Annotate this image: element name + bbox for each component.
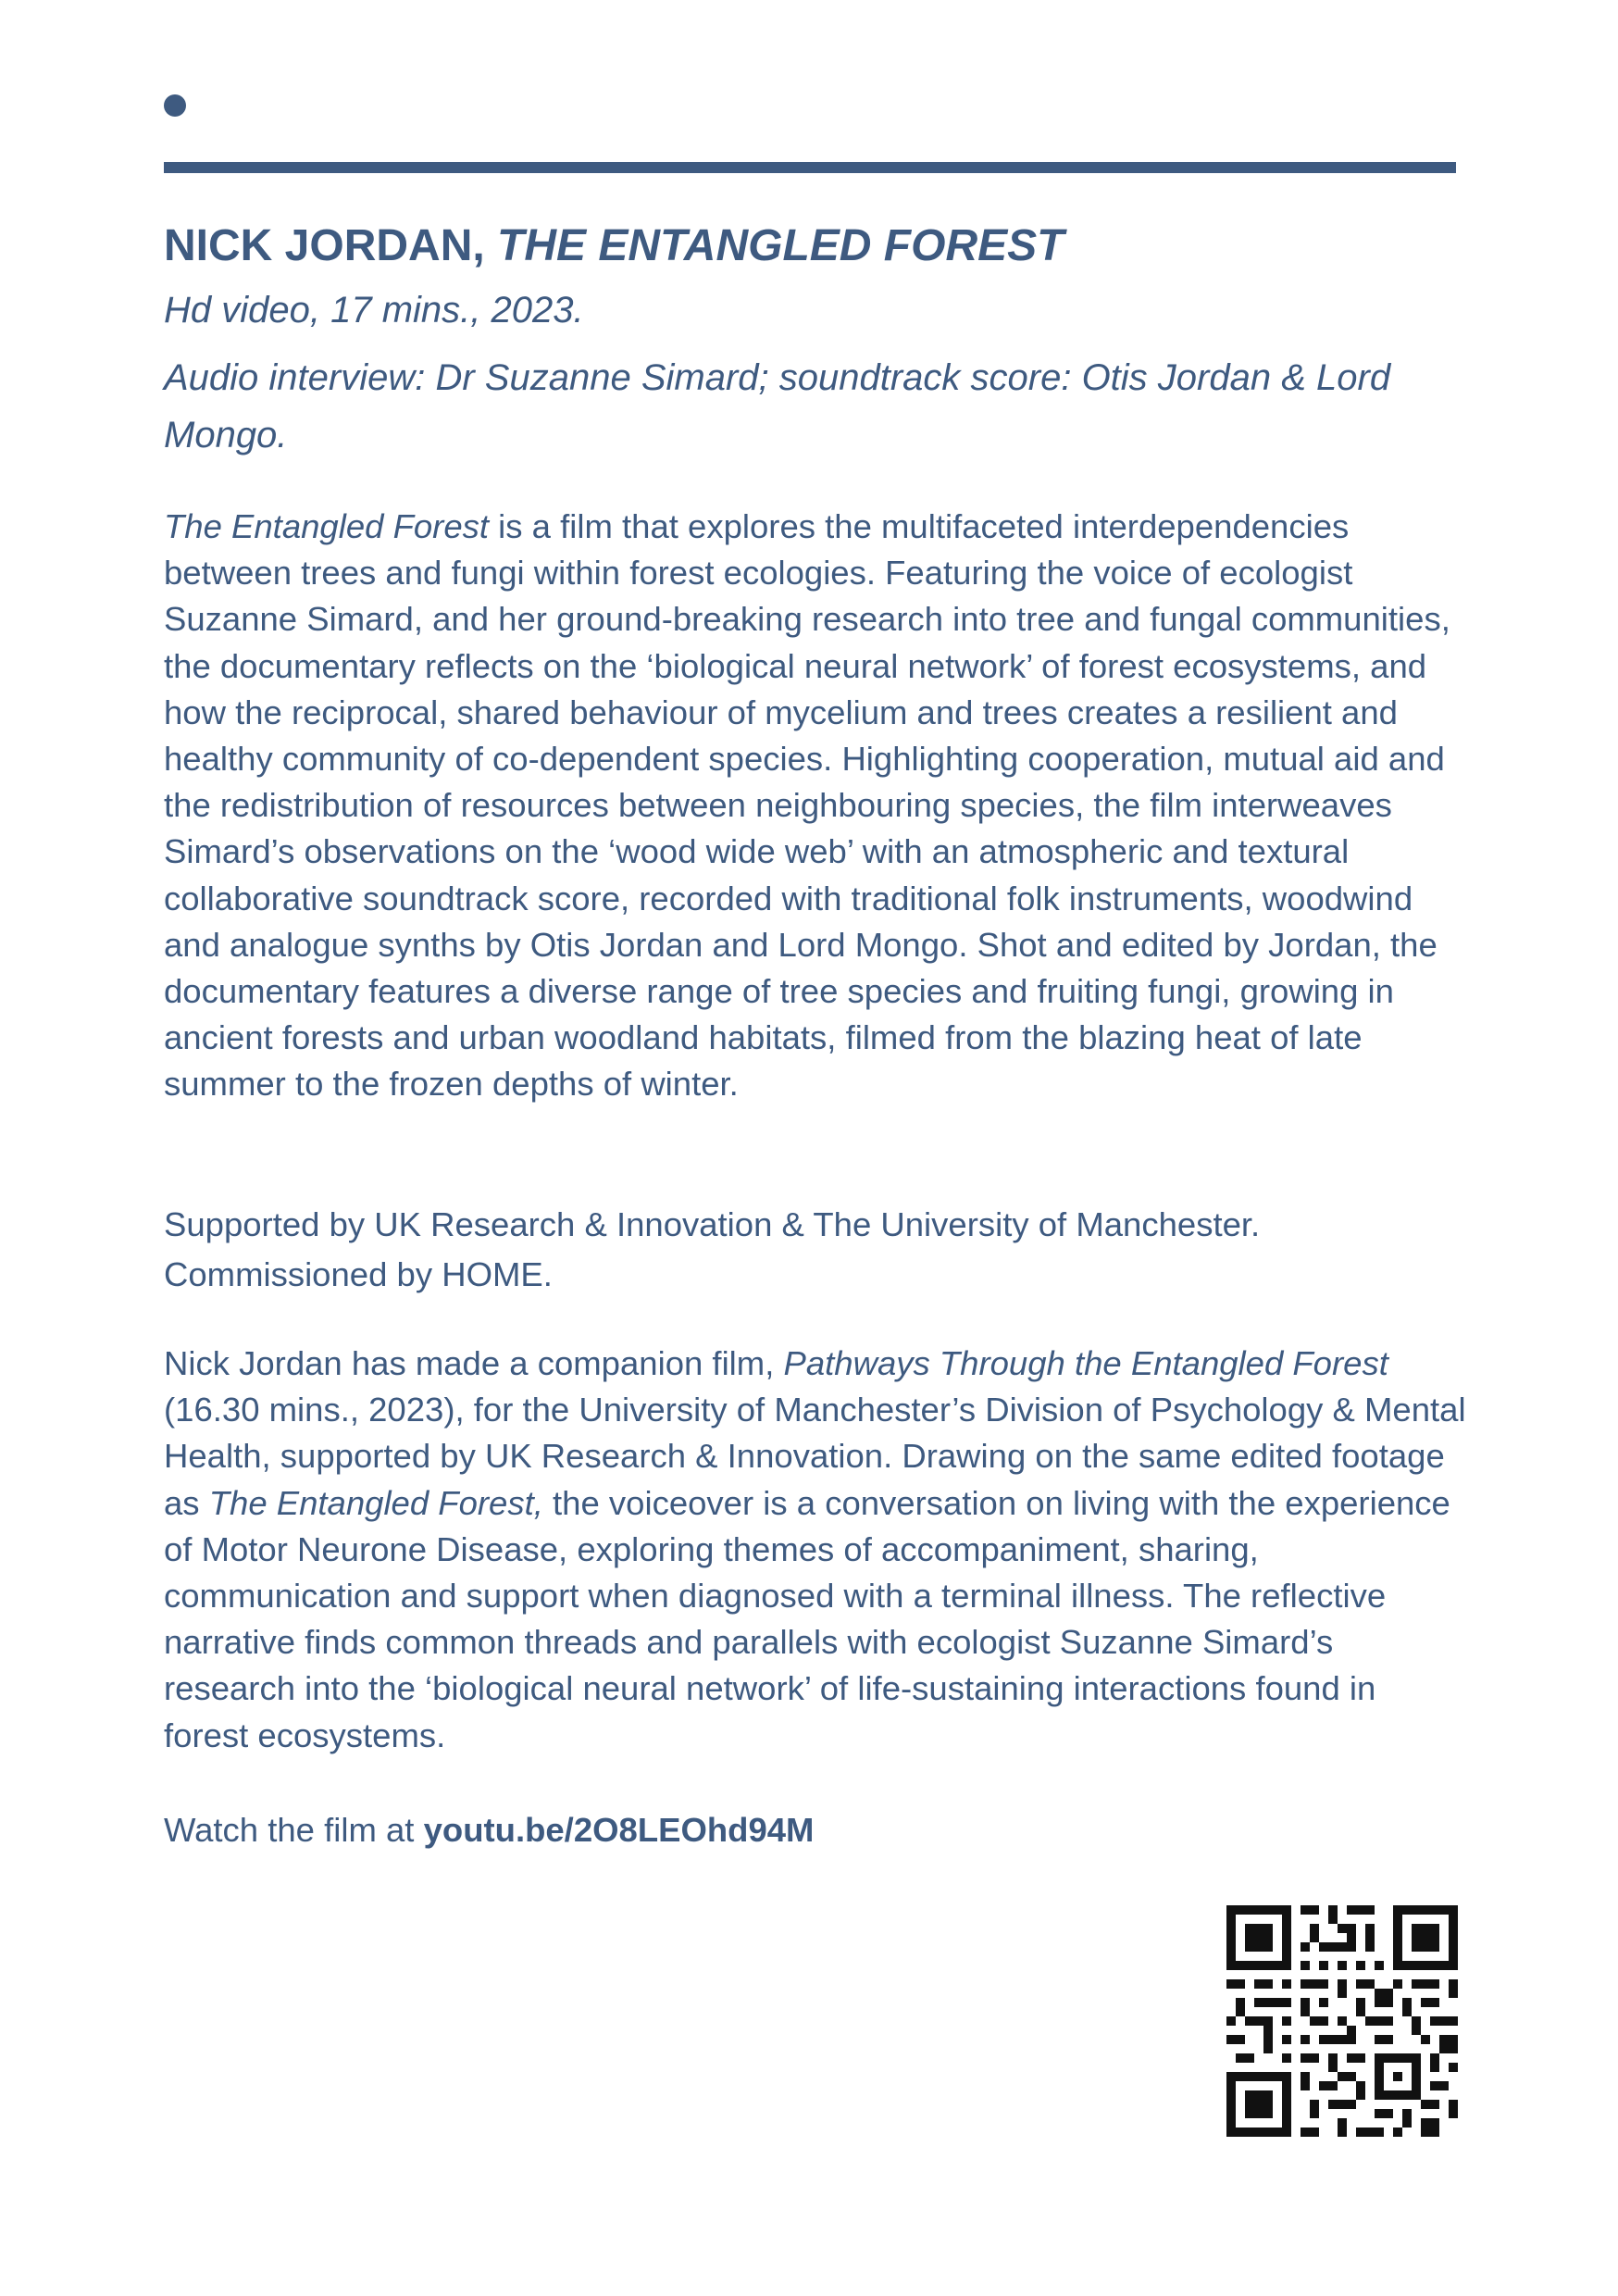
credits-line: Audio interview: Dr Suzanne Simard; soundtrack score: Otis Jordan & Lord Mongo. — [164, 357, 1391, 455]
companion-text-3: the voiceover is a conversation on living with the experience of Motor Neurone Disease, exploring themes of accompaniment, sharing, communication and support when diagnosed with a terminal illness. The reflective narrative finds common threads and parallels with ecologist Suzanne Simard’s research into the ‘biological neural network’ of life-sustaining interactions found in forest ecosystems. — [164, 1483, 1450, 1754]
header-rule — [164, 162, 1456, 173]
qr-code-icon[interactable] — [1226, 1905, 1458, 2137]
watch-line — [164, 1807, 1469, 1853]
description-paragraph — [164, 504, 1469, 1108]
companion-title-ref: The Entangled Forest, — [208, 1483, 543, 1522]
work-title: THE ENTANGLED FOREST — [497, 221, 1064, 270]
companion-film-title: Pathways Through the Entangled Forest — [783, 1344, 1388, 1382]
companion-text-1: Nick Jordan has made a companion film, — [164, 1344, 775, 1382]
medium-line: Hd video, 17 mins., 2023. — [164, 290, 584, 331]
support-line-2: Commissioned by HOME. — [164, 1255, 553, 1293]
support-paragraph — [164, 1200, 1469, 1300]
description-text: is a film that explores the multifaceted interdependencies between trees and fungi within forest ecologies. Featuring the voice of ecologist Suzanne Simard, and her ground-breaking research into tree and fungal communities, the documentary reflects on the ‘biological neural network’ of forest ecosystems, and how the reciprocal, shared behaviour of mycelium and trees creates a resilient and healthy community of co-dependent species. Highlighting cooperation, mutual aid and the redistribution of resources between neighbouring species, the film interweaves Simard’s observations on the ‘wood wide web’ with an atmospheric and textural collaborative soundtrack score, recorded with traditional folk instruments, woodwind and analogue synths by Otis Jordan and Lord Mongo. Shot and edited by Jordan, the documentary features a diverse range of tree species and fruiting fungi, growing in ancient forests and urban woodland habitats, filmed from the blazing heat of late summer to the frozen depths of winter. — [164, 507, 1450, 1104]
description-title: The Entangled Forest — [164, 507, 490, 545]
support-line-1: Supported by UK Research & Innovation & The University of Manchester. — [164, 1205, 1261, 1243]
watch-label: Watch the film at — [164, 1811, 415, 1849]
companion-paragraph — [164, 1341, 1469, 1759]
companion-text-2: (16.30 mins., 2023), for the University of Manchester’s Division of Psychology & Mental Health, supported by UK Research & Innovation. Drawing on the same edited footage as — [164, 1391, 1466, 1522]
bullet-dot — [164, 94, 186, 117]
page-title — [164, 218, 1460, 274]
artist-name: NICK JORDAN, — [164, 221, 485, 270]
watch-link[interactable]: youtu.be/2O8LEOhd94M — [423, 1811, 815, 1849]
